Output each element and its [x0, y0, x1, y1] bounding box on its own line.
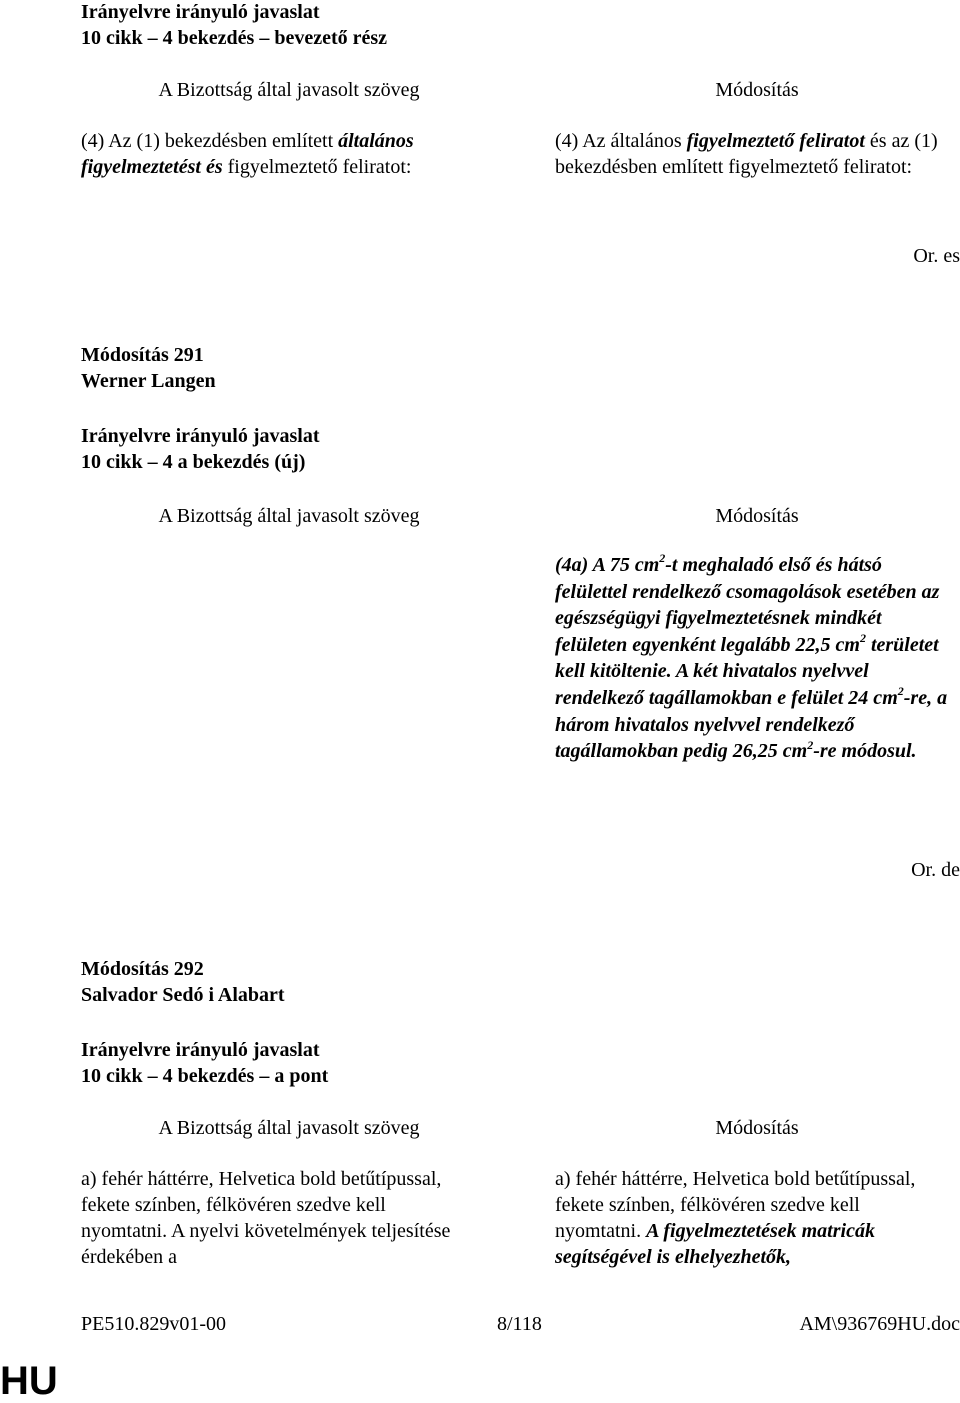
- block1-heading: [81, 0, 387, 51]
- block1-left-text: (4) Az (1) bekezdésben említett általános figyelmeztetést és figyelmeztető feliratot:: [81, 130, 414, 178]
- footer-document-reference: PE510.829v01-00: [81, 1313, 226, 1335]
- amendment-292-reference: [81, 1037, 328, 1089]
- amendment-292-author: Salvador Sedó i Alabart: [81, 984, 285, 1006]
- amendment-292-left-column-title: A Bizottság által javasolt szöveg: [158, 1117, 420, 1139]
- block1-heading-line1: Irányelvre irányuló javaslat: [81, 1, 320, 23]
- amendment-292-reference-line2: 10 cikk – 4 bekezdés – a pont: [81, 1065, 329, 1087]
- amendment-292-number: Módosítás 292: [81, 958, 204, 980]
- amendment-291-text: (4a) A 75 $cm^2-t$ meghaladó első és hátsó felülettel rendelkező csomagolások esetében az egészségügyi figyelmeztetésnek mindkét felületen egyenként legalább 22,5 $cm^2$ területet kell kitöltenie. A két hivatalos nyelvvel rendelkező tagállamokban e felület 24 $cm^2-re$, a három hivatalos nyelvvel rendelkező tagállamokban pedig 26,25 $cm^2-re$ módosul.: [555, 551, 948, 763]
- amendment-291-reference-line1: Irányelvre irányuló javaslat: [81, 425, 320, 447]
- amendment-292-right-column-title: Módosítás: [715, 1117, 799, 1139]
- amendment-291-right-column-title: Módosítás: [715, 505, 799, 527]
- block1-heading-line2: 10 cikk – 4 bekezdés – bevezető rész: [81, 27, 388, 49]
- amendment-291-author: Werner Langen: [81, 370, 216, 392]
- amendment-291-origin-language: Or. de: [911, 859, 960, 881]
- block1-right-column-title: Módosítás: [715, 79, 799, 101]
- block1-right-text: (4) Az általános figyelmeztető feliratot és az (1) bekezdésben említett figyelmeztető feliratot:: [555, 130, 938, 178]
- amendment-292-right-text: a) fehér háttérre, Helvetica bold betűtípussal, fekete színben, félkövéren szedve kell nyomtatni. A figyelmeztetések matricák segítségével is elhelyezhetők,: [555, 1168, 916, 1268]
- amendment-292-left-text: a) fehér háttérre, Helvetica bold betűtípussal, fekete színben, félkövéren szedve kell nyomtatni. A nyelvi követelmények teljesítése érdekében a: [81, 1168, 451, 1268]
- footer-language-code: HU: [0, 1359, 58, 1403]
- amendment-291-number: Módosítás 291: [81, 344, 204, 366]
- footer-page-number: 8/118: [497, 1313, 542, 1335]
- block1-origin-language: Or. es: [913, 245, 960, 267]
- amendment-292-header: [81, 956, 285, 1008]
- amendment-292-reference-line1: Irányelvre irányuló javaslat: [81, 1039, 320, 1061]
- footer-file-name: AM\936769HU.doc: [799, 1313, 960, 1335]
- block1-left-column-title: A Bizottság által javasolt szöveg: [158, 79, 420, 101]
- amendment-291-reference: [81, 423, 320, 475]
- amendment-291-left-column-title: A Bizottság által javasolt szöveg: [158, 505, 420, 527]
- amendment-291-header: [81, 342, 216, 394]
- amendment-291-reference-line2: 10 cikk – 4 a bekezdés (új): [81, 451, 306, 473]
